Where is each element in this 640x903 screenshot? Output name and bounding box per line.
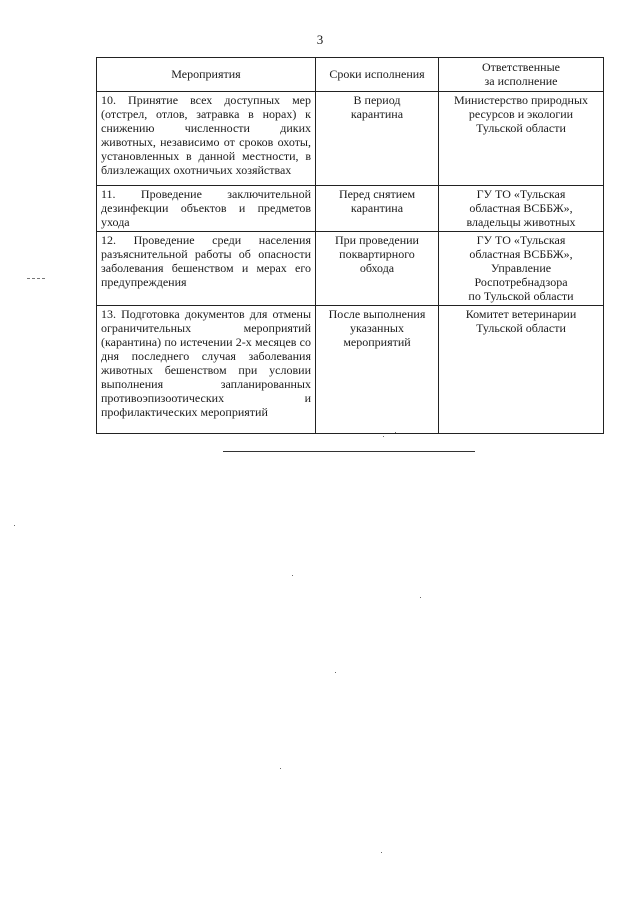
table-body bbox=[97, 92, 604, 434]
table-row bbox=[97, 306, 604, 434]
responsible-cell: ГУ ТО «Тульская областная ВСББЖ», владельцы животных bbox=[439, 186, 604, 232]
deadline-cell: После выполнения указанных мероприятий bbox=[316, 306, 439, 434]
measure-cell: 12. Проведение среди населения разъяснительной работы об опасности заболевания бешенством и мерах его предупреждения bbox=[97, 232, 316, 306]
table-header bbox=[97, 58, 604, 92]
measure-cell: 10. Принятие всех доступных мер (отстрел, отлов, затравка в норах) к снижению численности диких животных, независимо от сроков охоты, установленных в данной местности, в близлежащих охотничьих хозяйствах bbox=[97, 92, 316, 186]
table-header-row bbox=[97, 58, 604, 92]
deadline-cell: При проведении поквартирного обхода bbox=[316, 232, 439, 306]
responsible-cell: ГУ ТО «Тульская областная ВСББЖ», Управление Роспотребнадзора по Тульской области bbox=[439, 232, 604, 306]
scan-speck bbox=[395, 432, 396, 433]
measures-table bbox=[96, 57, 604, 434]
responsible-cell: Комитет ветеринарии Тульской области bbox=[439, 306, 604, 434]
header-deadline: Сроки исполнения bbox=[316, 58, 439, 92]
header-measures: Мероприятия bbox=[97, 58, 316, 92]
table-row bbox=[97, 186, 604, 232]
scan-speck bbox=[335, 672, 336, 673]
measure-cell: 13. Подготовка документов для отмены ограничительных мероприятий (карантина) по истечении 2-х месяцев со дня последнего случая заболевания животных бешенством при условии выполнения запланированных противоэпизоотических и профилактических мероприятий bbox=[97, 306, 316, 434]
deadline-cell: Перед снятием карантина bbox=[316, 186, 439, 232]
scan-mark bbox=[27, 278, 45, 279]
scan-speck bbox=[292, 575, 293, 576]
table-row bbox=[97, 92, 604, 186]
responsible-cell: Министерство природных ресурсов и экологии Тульской области bbox=[439, 92, 604, 186]
closing-rule bbox=[223, 451, 475, 452]
header-responsible: Ответственные за исполнение bbox=[439, 58, 604, 92]
scan-speck bbox=[280, 768, 281, 769]
scan-speck bbox=[381, 852, 382, 853]
measure-cell: 11. Проведение заключительной дезинфекции объектов и предметов ухода bbox=[97, 186, 316, 232]
scan-speck bbox=[383, 436, 384, 437]
table-row bbox=[97, 232, 604, 306]
scan-speck bbox=[14, 525, 15, 526]
scan-speck bbox=[420, 597, 421, 598]
page-number: 3 bbox=[316, 32, 324, 47]
deadline-cell: В период карантина bbox=[316, 92, 439, 186]
